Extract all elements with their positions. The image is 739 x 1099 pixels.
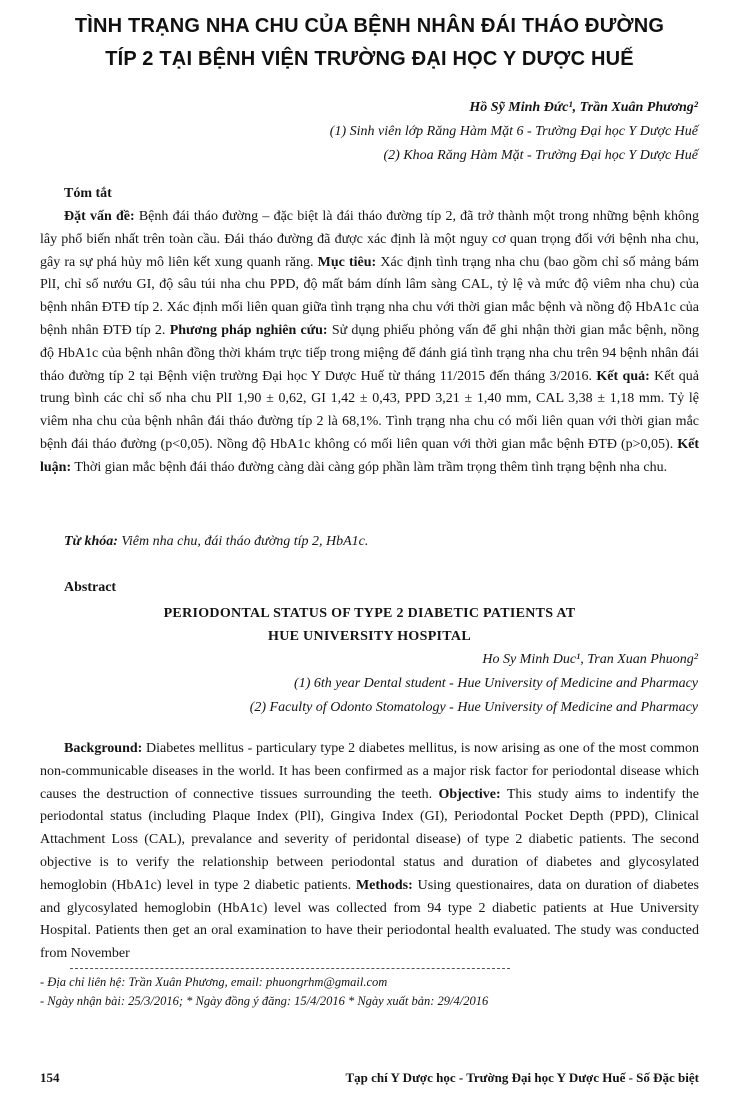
summary-conclusion-text: Thời gian mắc bệnh đái tháo đường càng dài càng góp phần làm trầm trọng thêm tình trạng bệnh nha chu. [71, 459, 668, 475]
summary-background-text: Bệnh đái tháo đường – đặc biệt là đái tháo đường típ 2, đã trở thành một trong những bệnh không lây phổ biến nhất trên toàn cầu. Đái tháo đường đã được xác định là một nguy cơ quan trọng đối với bệnh nha chu, gây ra sự phá hủy mô liên kết xung quanh răng. [40, 209, 699, 270]
keywords-text: Viêm nha chu, đái tháo đường típ 2, HbA1c. [117, 534, 369, 549]
footnote-dates: - Ngày nhận bài: 25/3/2016; * Ngày đồng ý đăng: 15/4/2016 * Ngày xuất bản: 29/4/2016 [40, 994, 489, 1008]
vietnamese-title-line-2: TÍP 2 TẠI BỆNH VIỆN TRƯỜNG ĐẠI HỌC Y DƯỢC HUẾ [105, 48, 634, 70]
abstract-objective-label: Objective: [438, 786, 501, 802]
journal-name: Tạp chí Y Dược học - Trường Đại học Y Dược Huế - Số Đặc biệt [345, 1070, 699, 1085]
vietnamese-authors-block [330, 96, 698, 168]
english-title-line-1: PERIODONTAL STATUS OF TYPE 2 DIABETIC PATIENTS AT [163, 606, 576, 621]
footnote [40, 968, 540, 1011]
keywords-label: Từ khóa: [64, 534, 118, 549]
abstract-background-text: Diabetes mellitus - particulary type 2 diabetes mellitus, is now arising as one of the most common non-communicable diseases in the world. It has been confirmed as a major risk factor for periodontal disease which causes the destruction of connective tissues surrounding the teeth. [40, 741, 699, 802]
summary-methods-label: Phương pháp nghiên cứu: [169, 322, 328, 338]
summary-heading: Tóm tắt [64, 186, 112, 201]
summary-background-label: Đặt vấn đề: [64, 209, 135, 224]
page-footer [40, 1070, 699, 1090]
vietnamese-title-line-1: TÌNH TRẠNG NHA CHU CỦA BỆNH NHÂN ĐÁI THÁO ĐƯỜNG [74, 15, 665, 37]
english-affiliation-1: (1) 6th year Dental student - Hue University of Medicine and Pharmacy [294, 676, 698, 691]
abstract-methods-text: Using questionaires, data on duration of diabetes and glycosylated hemoglobin (HbA1c) level was collected from 94 type 2 diabetic patients at Hue University Hospital. Patients then get an oral examination to have their periodontal health evaluated. The study was conducted from November [40, 877, 699, 962]
english-affiliation-2: (2) Faculty of Odonto Stomatology - Hue University of Medicine and Pharmacy [249, 700, 698, 715]
summary-methods-text: Sử dụng phiếu phỏng vấn để ghi nhận thời gian mắc bệnh, nồng độ HbA1c của bệnh nhân đồng thời khám trực tiếp trong miệng để đánh giá tình trạng nha chu trên 94 bệnh nhân đái tháo đường típ 2 tại Bệnh viện trường Đại học Y Dược Huế từ tháng 11/2015 đến tháng 3/2016. [40, 322, 700, 384]
summary-results-text: Kết quả trung bình các chỉ số nha chu PlI 1,90 ± 0,62, GI 1,42 ± 0,43, PPD 3,21 ± 1,40 mm, CAL 3,38 ± 1,18 mm. Tỷ lệ viêm nha chu của bệnh nhân đái tháo đường típ 2 là 68,1%. Tình trạng nha chu có mối liên quan với thời gian mắc bệnh đái tháo đường (p<0,05). Nồng độ HbA1c không có mối liên quan với thời gian mắc bệnh ĐTĐ (p>0,05). [40, 368, 699, 452]
summary-conclusion-label: Kết luận: [40, 436, 699, 475]
vietnamese-title [40, 10, 699, 76]
vietnamese-summary [40, 206, 699, 480]
summary-results-label: Kết quả: [596, 368, 650, 384]
vietnamese-author-names: Hồ Sỹ Minh Đức¹, Trần Xuân Phương² [469, 100, 698, 115]
abstract-methods-label: Methods: [355, 877, 413, 893]
english-abstract [40, 738, 699, 966]
footnote-contact: - Địa chỉ liên hệ: Trần Xuân Phương, email: phuongrhm@gmail.com [40, 975, 388, 989]
abstract-heading: Abstract [64, 580, 117, 595]
english-author-names: Ho Sy Minh Duc¹, Tran Xuan Phuong² [482, 652, 698, 667]
vietnamese-affiliation-1: (1) Sinh viên lớp Răng Hàm Mặt 6 - Trường Đại học Y Dược Huế [329, 124, 698, 139]
footnote-divider [70, 968, 510, 969]
english-title [40, 602, 699, 648]
vietnamese-keywords [64, 534, 368, 550]
summary-objective-label: Mục tiêu: [317, 254, 377, 270]
summary-objective-text: Xác định tình trạng nha chu (bao gồm chỉ số mảng bám PlI, chỉ số nướu GI, độ sâu túi nha chu PPD, độ mất bám dính lâm sàng CAL, tỷ lệ và mức độ viêm nha chu) của bệnh nhân ĐTĐ típ 2. Xác định mối liên quan giữa tình trạng nha chu với thời gian mắc bệnh và nồng độ HbA1c của bệnh nhân ĐTĐ típ 2. [40, 254, 699, 338]
english-title-line-2: HUE UNIVERSITY HOSPITAL [268, 629, 471, 644]
english-authors-block [250, 648, 698, 720]
vietnamese-affiliation-2: (2) Khoa Răng Hàm Mặt - Trường Đại học Y Dược Huế [383, 148, 698, 163]
page-number: 154 [40, 1070, 60, 1085]
abstract-objective-text: This study aims to indentify the periodontal status (including Plaque Index (PlI), Gingiva Index (GI), Periodontal Pocket Depth (PPD), Clinical Attachment Loss (CAL), prevalance and severity of peridontal disease) of type 2 diabetic patients. The second objective is to verify the relationship between periodontal status and duration of diabetes and glycosylated hemoglobin (HbA1c) level in type 2 diabetic patients. [40, 786, 699, 893]
abstract-background-label: Background: [64, 741, 143, 756]
